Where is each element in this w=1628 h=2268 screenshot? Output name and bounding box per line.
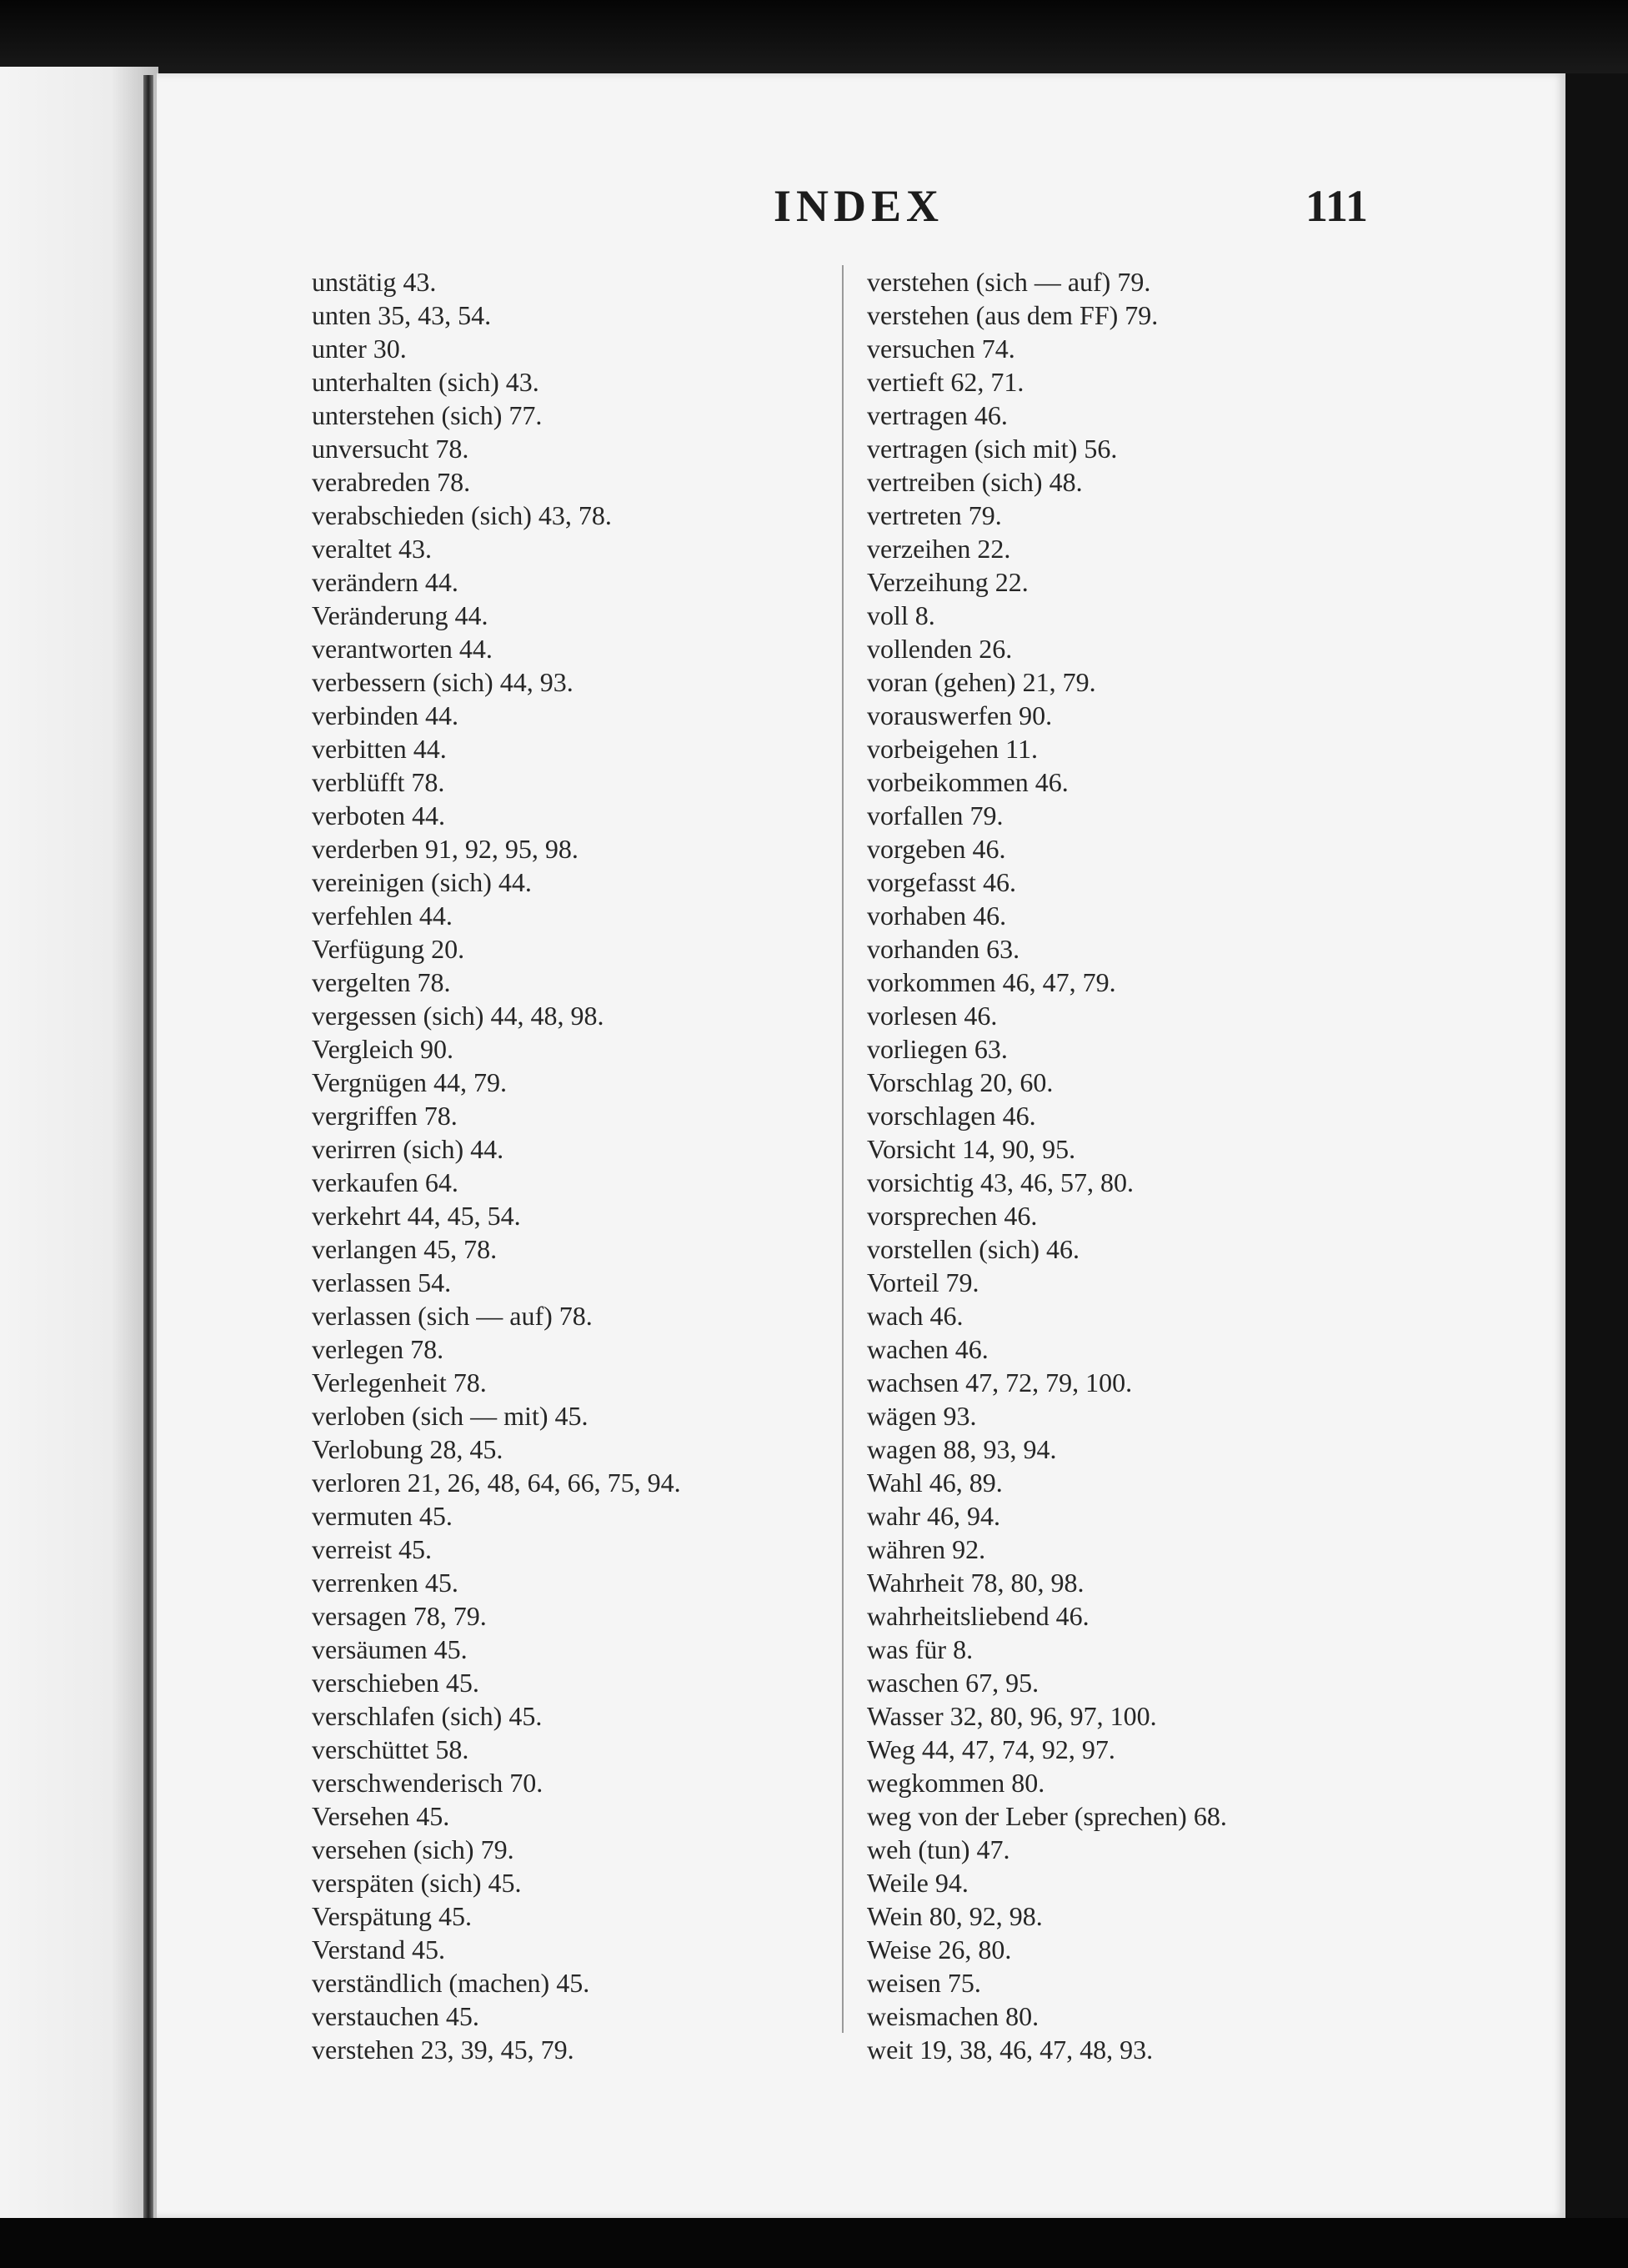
index-entry: vergelten 78. (312, 967, 451, 997)
index-entry: Wein 80, 92, 98. (867, 1901, 1043, 1931)
index-entry: vertreiben (sich) 48. (867, 467, 1083, 497)
index-entry: verstehen (aus dem FF) 79. (867, 300, 1159, 330)
index-entry: unterhalten (sich) 43. (312, 367, 539, 397)
index-entry: unterstehen (sich) 77. (312, 400, 543, 430)
index-entry: versäumen 45. (312, 1634, 468, 1664)
index-column-left (312, 265, 879, 2066)
index-entry: voll 8. (867, 600, 935, 630)
index-entry: vollenden 26. (867, 634, 1013, 664)
index-entry: vorgeben 46. (867, 834, 1006, 864)
index-page (157, 73, 1565, 2218)
index-entry: voran (gehen) 21, 79. (867, 667, 1096, 697)
index-entry: weg von der Leber (sprechen) 68. (867, 1801, 1227, 1831)
index-column-right (867, 265, 1434, 2066)
index-entry: verlegen 78. (312, 1334, 444, 1364)
index-entry: Verstand 45. (312, 1934, 445, 1964)
index-entry: Verspätung 45. (312, 1901, 472, 1931)
index-entry: wahr 46, 94. (867, 1501, 1000, 1531)
previous-page-edge (0, 67, 158, 2218)
index-entry: vorsichtig 43, 46, 57, 80. (867, 1167, 1134, 1197)
index-entry: weh (tun) 47. (867, 1834, 1010, 1864)
index-entry: waschen 67, 95. (867, 1668, 1039, 1698)
index-entry: vorauswerfen 90. (867, 700, 1053, 730)
index-entry: verlassen (sich — auf) 78. (312, 1301, 593, 1331)
index-entry: vergessen (sich) 44, 48, 98. (312, 1001, 604, 1031)
index-entry: weisen 75. (867, 1968, 981, 1998)
index-entry: verreist 45. (312, 1534, 432, 1564)
index-entry: Vorsicht 14, 90, 95. (867, 1134, 1076, 1164)
scan-top-border (0, 0, 1628, 75)
index-entry: wägen 93. (867, 1401, 977, 1431)
index-entry: weismachen 80. (867, 2001, 1039, 2031)
index-entry: verkehrt 44, 45, 54. (312, 1201, 521, 1231)
index-entry: vertieft 62, 71. (867, 367, 1024, 397)
index-entry: wegkommen 80. (867, 1768, 1045, 1798)
index-entry: vorgefasst 46. (867, 867, 1016, 897)
index-entry: versehen (sich) 79. (312, 1834, 514, 1864)
index-entry: vorkommen 46, 47, 79. (867, 967, 1116, 997)
index-entry: verspäten (sich) 45. (312, 1868, 522, 1898)
index-entry: verstehen (sich — auf) 79. (867, 267, 1151, 297)
index-entry: Vorteil 79. (867, 1267, 979, 1297)
index-entry: vorbeigehen 11. (867, 734, 1038, 764)
index-entry: verändern 44. (312, 567, 458, 597)
index-entry: verirren (sich) 44. (312, 1134, 504, 1164)
index-entry: vorlesen 46. (867, 1001, 998, 1031)
index-entry: unten 35, 43, 54. (312, 300, 492, 330)
index-entry: vorhaben 46. (867, 901, 1007, 931)
index-entry: vereinigen (sich) 44. (312, 867, 532, 897)
index-entry: veraltet 43. (312, 534, 432, 564)
index-entry: verzeihen 22. (867, 534, 1011, 564)
index-entry: verständlich (machen) 45. (312, 1968, 590, 1998)
index-entry: verlassen 54. (312, 1267, 452, 1297)
index-entry: Vergnügen 44, 79. (312, 1067, 508, 1097)
index-entry: verschlafen (sich) 45. (312, 1701, 543, 1731)
index-entry: Wahl 46, 89. (867, 1468, 1003, 1498)
index-entry: Weise 26, 80. (867, 1934, 1012, 1964)
index-entry: Wahrheit 78, 80, 98. (867, 1568, 1084, 1598)
index-entry: vorschlagen 46. (867, 1101, 1036, 1131)
index-entry: Weile 94. (867, 1868, 969, 1898)
index-entry: vorstellen (sich) 46. (867, 1234, 1080, 1264)
index-entry: verschüttet 58. (312, 1734, 469, 1764)
index-entry: unversucht 78. (312, 434, 469, 464)
index-entry: vertreten 79. (867, 500, 1002, 530)
index-entry: verblüfft 78. (312, 767, 445, 797)
index-entry: verkaufen 64. (312, 1167, 458, 1197)
index-entry: unter 30. (312, 334, 407, 364)
page-number: 111 (1305, 181, 1369, 231)
index-entry: verboten 44. (312, 800, 445, 830)
index-entry: verschwenderisch 70. (312, 1768, 544, 1798)
index-entry: vorfallen 79. (867, 800, 1004, 830)
index-entry: verlangen 45, 78. (312, 1234, 498, 1264)
index-entry: verderben 91, 92, 95, 98. (312, 834, 579, 864)
index-entry: vorhanden 63. (867, 934, 1020, 964)
column-divider (842, 265, 844, 2033)
index-entry: Wasser 32, 80, 96, 97, 100. (867, 1701, 1157, 1731)
index-entry: verabschieden (sich) 43, 78. (312, 500, 612, 530)
index-entry: verantworten 44. (312, 634, 493, 664)
index-entry: Verzeihung 22. (867, 567, 1029, 597)
index-entry: versagen 78, 79. (312, 1601, 487, 1631)
index-entry: Vergleich 90. (312, 1034, 454, 1064)
index-entry: vorbeikommen 46. (867, 767, 1069, 797)
index-entry: verbitten 44. (312, 734, 447, 764)
index-entry: Weg 44, 47, 74, 92, 97. (867, 1734, 1115, 1764)
index-entry: verabreden 78. (312, 467, 471, 497)
index-entry: unstätig 43. (312, 267, 437, 297)
index-entry: vertragen (sich mit) 56. (867, 434, 1118, 464)
index-entry: vertragen 46. (867, 400, 1008, 430)
index-entry: verrenken 45. (312, 1568, 458, 1598)
index-entry: währen 92. (867, 1534, 986, 1564)
index-entry: verbessern (sich) 44, 93. (312, 667, 574, 697)
index-entry: verschieben 45. (312, 1668, 479, 1698)
index-entry: versuchen 74. (867, 334, 1015, 364)
index-entry: Verfügung 20. (312, 934, 465, 964)
index-entry: wachsen 47, 72, 79, 100. (867, 1367, 1133, 1397)
index-entry: wach 46. (867, 1301, 964, 1331)
book-binding (143, 75, 153, 2218)
index-entry: wahrheitsliebend 46. (867, 1601, 1090, 1631)
index-entry: Verlegenheit 78. (312, 1367, 487, 1397)
index-entry: vermuten 45. (312, 1501, 453, 1531)
index-entry: weit 19, 38, 46, 47, 48, 93. (867, 2035, 1154, 2065)
index-entry: vorsprechen 46. (867, 1201, 1038, 1231)
scan-bottom-border (0, 2218, 1628, 2268)
index-entry: verstehen 23, 39, 45, 79. (312, 2035, 574, 2065)
index-entry: wachen 46. (867, 1334, 989, 1364)
index-entry: wagen 88, 93, 94. (867, 1434, 1057, 1464)
index-entry: Veränderung 44. (312, 600, 488, 630)
index-entry: vorliegen 63. (867, 1034, 1008, 1064)
index-entry: Vorschlag 20, 60. (867, 1067, 1054, 1097)
scan-right-border (1565, 73, 1628, 2218)
index-entry: verbinden 44. (312, 700, 458, 730)
index-entry: verloben (sich — mit) 45. (312, 1401, 589, 1431)
index-entry: verstauchen 45. (312, 2001, 479, 2031)
index-entry: Versehen 45. (312, 1801, 450, 1831)
index-entry: verfehlen 44. (312, 901, 453, 931)
index-entry: was für 8. (867, 1634, 974, 1664)
index-entry: verloren 21, 26, 48, 64, 66, 75, 94. (312, 1468, 681, 1498)
page-title: INDEX (774, 181, 944, 231)
index-entry: Verlobung 28, 45. (312, 1434, 503, 1464)
index-entry: vergriffen 78. (312, 1101, 458, 1131)
